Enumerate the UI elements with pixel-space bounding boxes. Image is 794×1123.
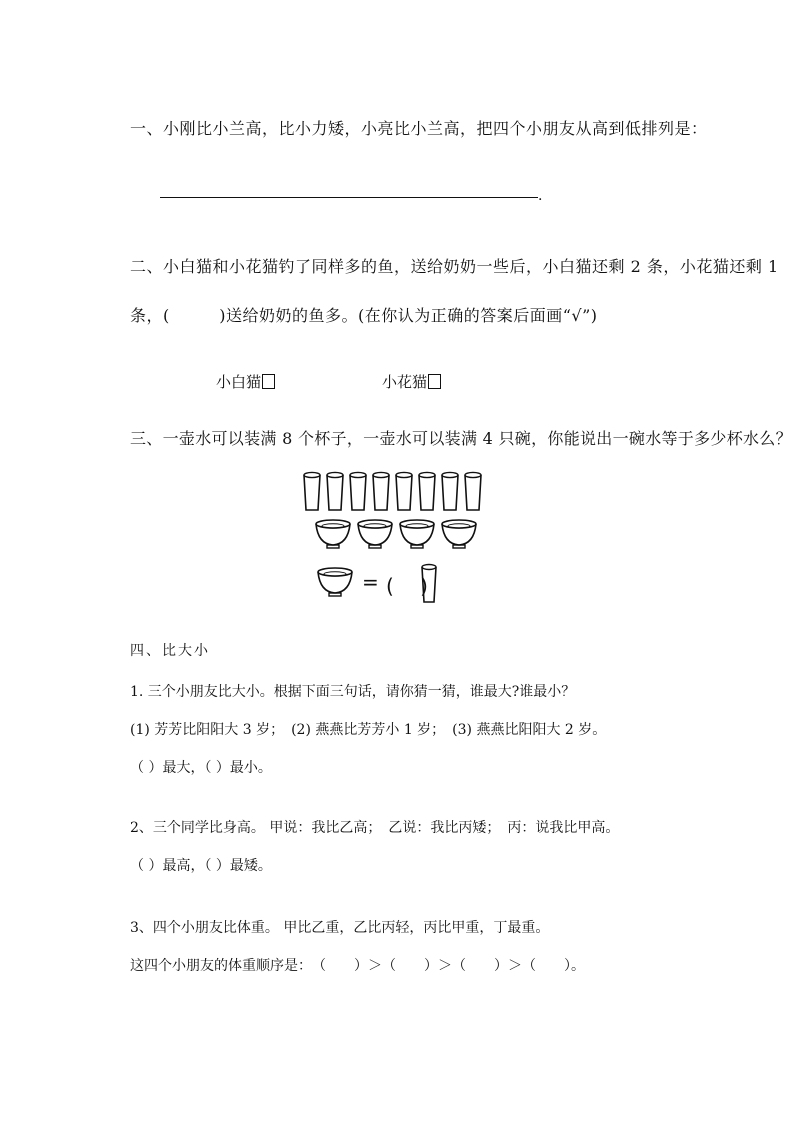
question-4-3-text: 3、四个小朋友比体重。 甲比乙重，乙比丙轻，丙比甲重，丁最重。	[130, 920, 550, 936]
cup-icon	[419, 472, 435, 510]
option-white-cat[interactable]	[216, 371, 275, 392]
question-1-text: 一、小刚比小兰高，比小力矮，小亮比小兰高，把四个小朋友从高到低排列是：	[130, 119, 708, 138]
cup-icon	[304, 472, 320, 510]
checkbox-flower-cat[interactable]	[428, 374, 441, 389]
question-2-line-1: 二、小白猫和小花猫钓了同样多的鱼，送给奶奶一些后，小白猫还剩 2 条，小花猫还剩 1	[130, 257, 779, 276]
cup-icon	[350, 472, 366, 510]
question-1-answer-line[interactable]	[160, 197, 538, 198]
option-flower-cat[interactable]	[382, 371, 441, 392]
question-2-line-2: 条，( )送给奶奶的鱼多。(在你认为正确的答案后面画“√”)	[130, 306, 598, 325]
option-white-cat-label: 小白猫	[216, 373, 262, 391]
answer-blank[interactable]: ( )	[386, 574, 428, 598]
question-4-1-text: 1. 三个小朋友比大小。根据下面三句话，请你猜一猜，谁最大?谁最小？	[130, 684, 576, 700]
cup-icon	[465, 472, 481, 510]
question-4-1-answer[interactable]: （ ）最大，（ ）最小。	[130, 760, 272, 776]
checkbox-white-cat[interactable]	[262, 374, 275, 389]
cup-icon	[442, 472, 458, 510]
cup-icon	[327, 472, 343, 510]
bowls-row	[316, 520, 476, 548]
cup-icon	[373, 472, 389, 510]
cups-row	[304, 472, 481, 510]
equals-sign: =	[362, 570, 379, 594]
section-4-title: 四、比大小	[130, 643, 210, 659]
question-4-1-clues: (1) 芳芳比阳阳大 3 岁； (2) 燕燕比芳芳小 1 岁； (3) 燕燕比阳阳大 2 岁。	[130, 722, 607, 738]
question-4-2-answer[interactable]: （ ）最高，（ ）最矮。	[130, 858, 272, 874]
bowl-icon	[316, 520, 350, 548]
question-3-text: 三、一壶水可以装满 8 个杯子，一壶水可以装满 4 只碗，你能说出一碗水等于多少杯水么？	[130, 429, 792, 448]
cup-icon	[396, 472, 412, 510]
question-1-end-mark: .	[538, 188, 543, 204]
single-bowl-icon	[318, 568, 352, 596]
option-flower-cat-label: 小花猫	[382, 373, 428, 391]
question-4-3-answer[interactable]: 这四个小朋友的体重顺序是： （ ）＞（ ）＞（ ）＞（ ）。	[130, 958, 585, 974]
bowl-icon	[400, 520, 434, 548]
bowl-icon	[442, 520, 476, 548]
question-4-2-text: 2、三个同学比身高。 甲说：我比乙高； 乙说：我比丙矮； 丙：说我比甲高。	[130, 820, 620, 836]
bowl-icon	[358, 520, 392, 548]
